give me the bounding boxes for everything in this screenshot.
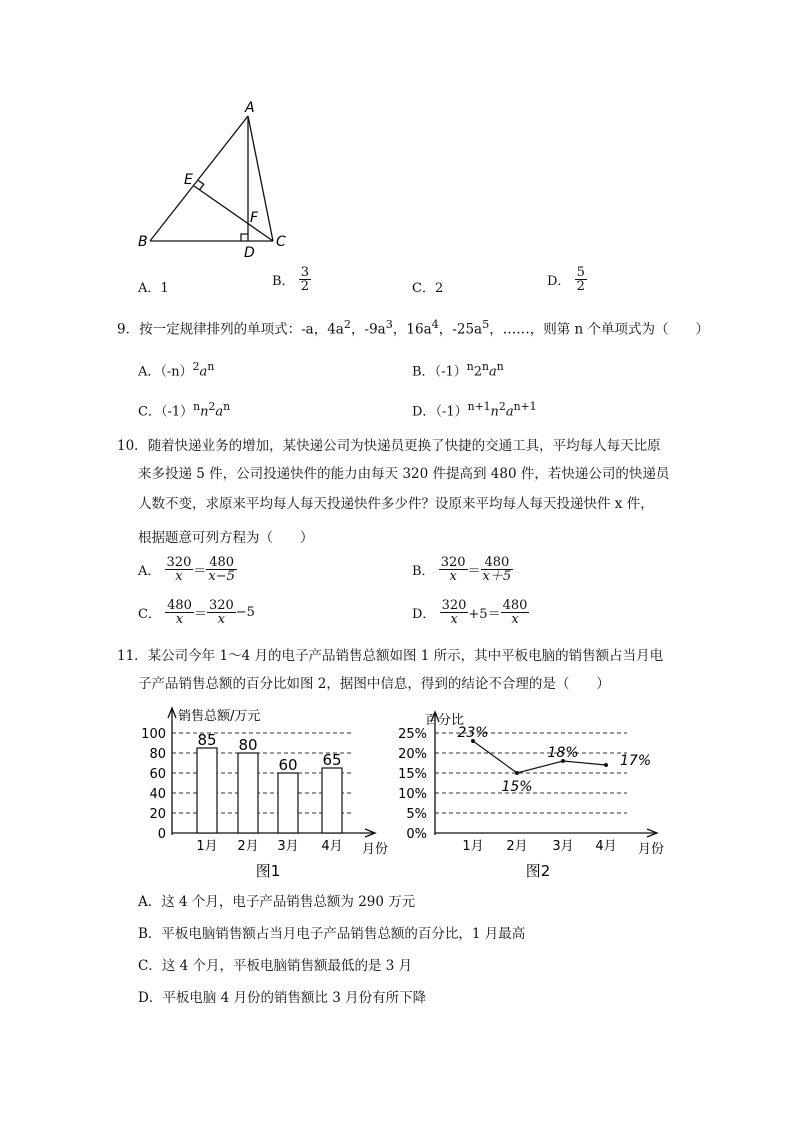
q9-option-c[interactable]: C．$(-1)^nn^2a^n$ [138, 400, 231, 420]
option-letter: D． [547, 274, 571, 289]
q11-line-1: 11．某公司今年 1～4 月的电子产品销售总额如图 1 所示，其中平板电脑的销售额占当月电 [117, 648, 664, 664]
x-tick-label: 1月 [462, 839, 484, 854]
data-label: 15% [501, 779, 533, 795]
y-tick-label: 60 [149, 767, 166, 782]
q10-option-c[interactable]: C． $\frac{480}{x}$ ＝ $\frac{320}{x}$ −5 [138, 598, 255, 627]
fraction-right: $\frac{480}{x}$ [502, 598, 528, 627]
q9-stem: 9．按一定规律排列的单项式：-a，$4a^2$，$-9a^3$，$16a^4$，$-25a^5$，……，则第 n 个单项式为（ ） [117, 318, 710, 338]
y-tick-label: 5% [406, 807, 427, 822]
fraction-left: $\frac{320}{x}$ [440, 555, 466, 584]
line-chart-figure-2 [395, 700, 685, 885]
bar [322, 768, 342, 833]
y-tick-label: 40 [149, 787, 166, 802]
option-value: 2 [434, 281, 444, 296]
data-point [515, 771, 519, 775]
y-tick-label: 20% [398, 747, 427, 762]
y-tick-label: 0 [157, 827, 166, 842]
right-angle-mark-d [241, 234, 248, 241]
option-letter: B． [272, 274, 295, 289]
y-tick-label: 25% [398, 727, 427, 742]
q8-option-b[interactable] [272, 266, 311, 293]
chart-title: 图2 [525, 862, 551, 880]
option-letter: C． [412, 281, 435, 296]
series-line [473, 741, 606, 773]
fraction-left: $\frac{320}{x}$ [166, 555, 192, 584]
bar [278, 773, 298, 833]
q10-option-b[interactable]: B． $\frac{320}{x}$ ＝ $\frac{480}{x+5}$ [412, 555, 512, 584]
y-tick-label: 80 [149, 747, 166, 762]
bar-chart-figure-1 [130, 700, 410, 885]
q10-option-a[interactable]: A． $\frac{320}{x}$ ＝ $\frac{480}{x-5}$ [138, 555, 235, 584]
fraction: $\frac{3}{2}$ [300, 265, 309, 294]
x-tick-label: 3月 [552, 839, 574, 854]
q10-line-3: 人数不变，求原来平均每人每天投递快件多少件？设原来平均每人每天投递快件 x 件， [138, 496, 654, 512]
x-tick-label: 2月 [506, 839, 528, 854]
segment-ce [194, 186, 273, 241]
x-axis-label: 月份 [638, 842, 665, 857]
fraction-right: $\frac{480}{x-5}$ [208, 555, 235, 584]
q10-line-4: 根据题意可列方程为（ ） [138, 530, 314, 546]
x-tick-label: 1月 [196, 839, 218, 854]
option-letter: A． [138, 281, 161, 296]
q11-option-d[interactable]: D．平板电脑 4 月份的销售额比 3 月份有所下降 [138, 990, 427, 1006]
fraction-right: $\frac{480}{x+5}$ [482, 555, 512, 584]
x-tick-label: 4月 [321, 839, 343, 854]
q10-line-1: 10．随着快递业务的增加，某快递公司为快递员更换了快捷的交通工具，平均每人每天比原 [117, 438, 661, 454]
q10-line-2: 来多投递 5 件，公司投递快件的能力由每天 320 件提高到 480 件，若快递公司的快递员 [138, 466, 670, 482]
fraction-left: $\frac{320}{x}$ [441, 598, 467, 627]
label-f: F [250, 210, 259, 226]
bar-value-label: 60 [278, 756, 298, 774]
geometry-figure [130, 98, 300, 260]
fraction: $\frac{5}{2}$ [576, 265, 585, 294]
x-tick-label: 2月 [237, 839, 259, 854]
q9-option-a[interactable]: A．$(-n)^2a^n$ [138, 360, 215, 380]
q9-option-d[interactable]: D．$(-1)^{n+1}n^2a^{n+1}$ [412, 400, 537, 420]
chart-title: 图1 [255, 862, 281, 880]
y-tick-label: 15% [398, 767, 427, 782]
label-e: E [184, 172, 193, 188]
right-angle-mark-e [198, 181, 204, 190]
fraction-left: $\frac{480}{x}$ [167, 598, 192, 627]
label-d: D [244, 245, 255, 260]
label-c: C [276, 234, 286, 250]
y-tick-label: 0% [406, 827, 427, 842]
y-axis-label: 百分比 [425, 713, 465, 728]
option-value: 1 [160, 281, 169, 296]
q8-option-d[interactable] [547, 266, 587, 293]
data-label: 17% [620, 753, 652, 769]
y-tick-label: 10% [398, 787, 427, 802]
bar [238, 753, 258, 833]
y-tick-label: 100 [141, 727, 166, 742]
q8-option-a[interactable] [138, 277, 169, 296]
q11-option-c[interactable]: C．这 4 个月，平板电脑销售额最低的是 3 月 [138, 958, 413, 974]
q9-option-b[interactable]: B．$(-1)^n2^na^n$ [412, 360, 504, 380]
q11-option-b[interactable]: B．平板电脑销售额占当月电子产品销售总额的百分比，1 月最高 [138, 926, 526, 942]
bar-value-label: 80 [238, 736, 258, 754]
data-label: 18% [547, 745, 579, 761]
data-label: 23% [457, 725, 489, 741]
q11-option-a[interactable]: A．这 4 个月，电子产品销售总额为 290 万元 [138, 894, 416, 910]
data-point [604, 763, 608, 767]
q8-option-c[interactable] [412, 277, 443, 296]
q10-option-d[interactable]: D． $\frac{320}{x}$ +5＝ $\frac{480}{x}$ [412, 598, 528, 627]
x-tick-label: 3月 [277, 839, 299, 854]
label-b: B [138, 234, 148, 250]
q11-line-2: 子产品销售总额的百分比如图 2，据图中信息，得到的结论不合理的是（ ） [138, 676, 610, 692]
y-axis-label: 销售总额/万元 [178, 709, 261, 724]
label-a: A [245, 100, 255, 116]
x-tick-label: 4月 [595, 839, 617, 854]
bar [197, 748, 217, 833]
bar-value-label: 85 [197, 731, 217, 749]
x-axis-label: 月份 [362, 842, 389, 857]
segment-ab [150, 116, 248, 241]
bar-value-label: 65 [322, 751, 342, 769]
y-tick-label: 20 [149, 807, 166, 822]
fraction-right: $\frac{320}{x}$ [208, 598, 234, 627]
